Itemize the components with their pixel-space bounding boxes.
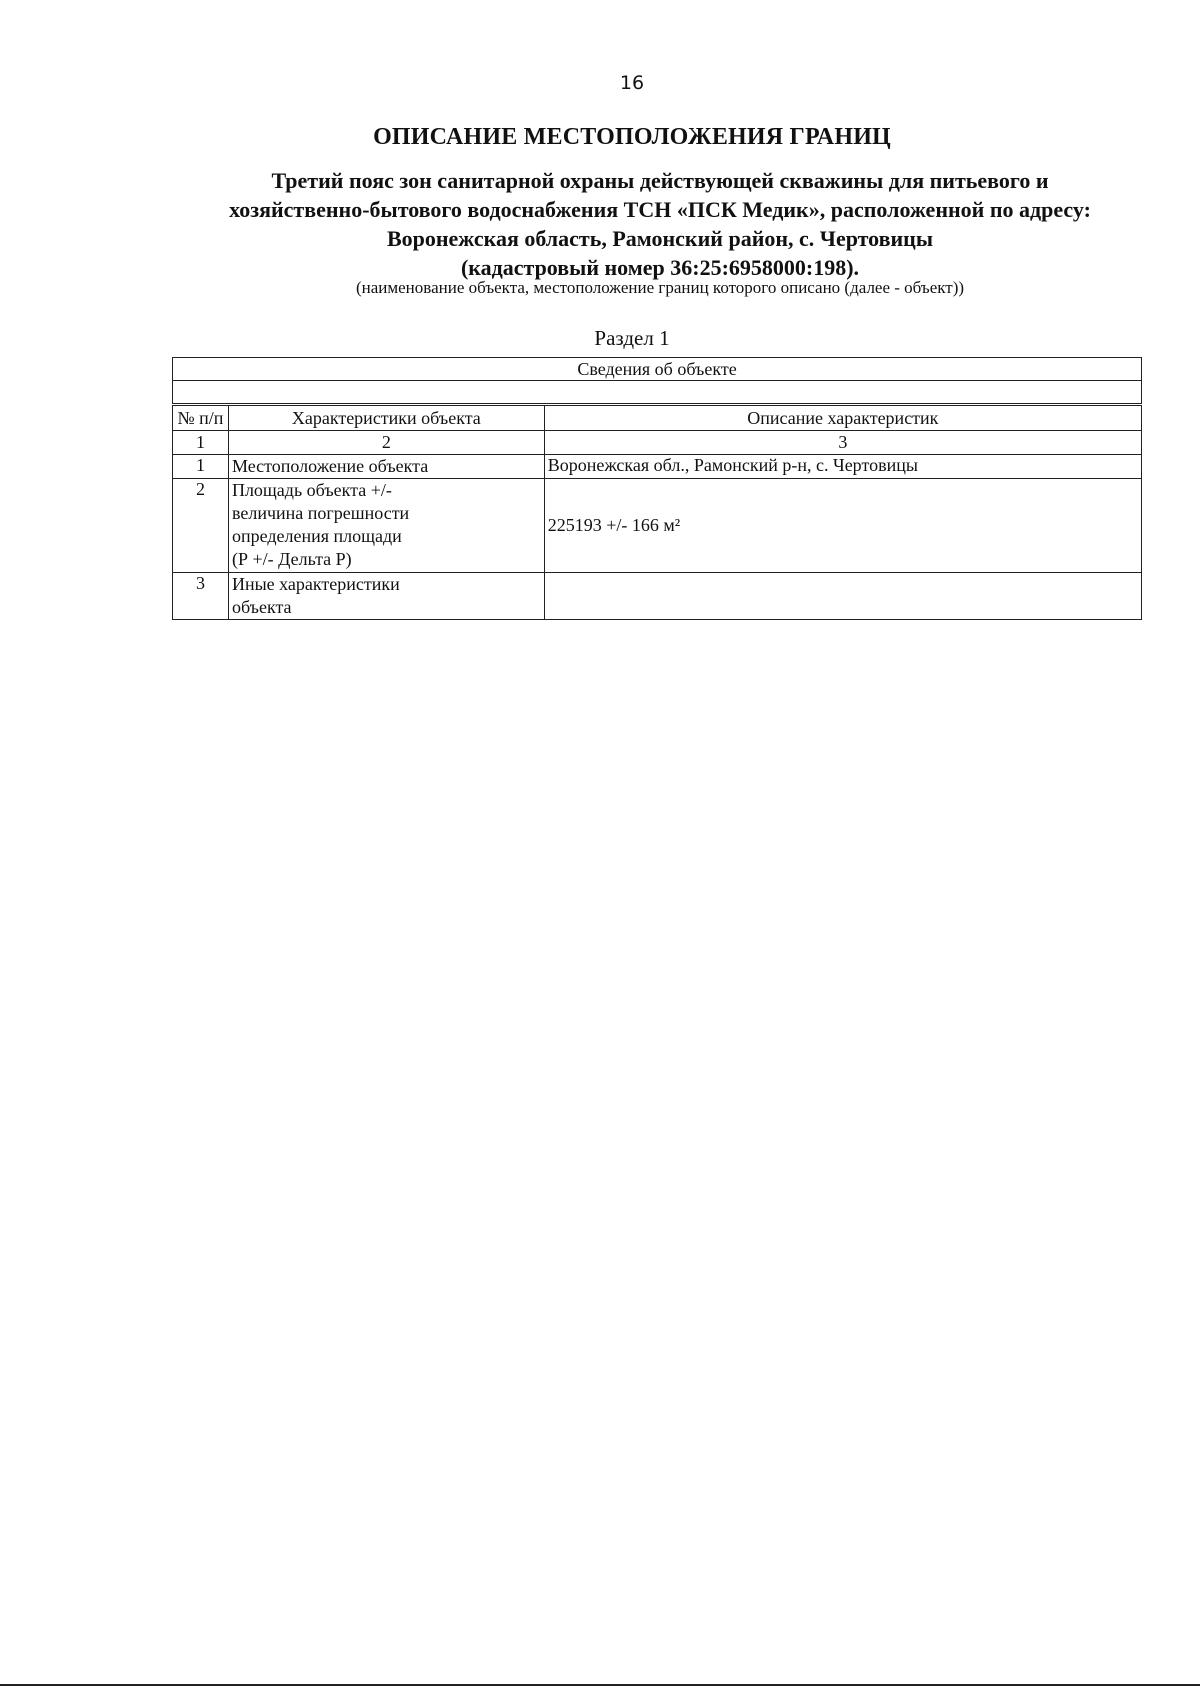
header-characteristics: Характеристики объекта [228, 405, 544, 431]
row-index: 3 [173, 573, 229, 620]
row-label [228, 573, 544, 620]
header-description: Описание характеристик [544, 405, 1141, 431]
page-number: 16 [619, 72, 645, 94]
section-label: Раздел 1 [594, 326, 670, 350]
row-label-line: величина погрешности [231, 503, 410, 523]
subtitle-line: Воронежская область, Рамонский район, с. Чертовицы [386, 226, 934, 251]
row-label-line: Иные характеристики [231, 574, 400, 594]
row-label [228, 455, 544, 479]
subtitle-line: (кадастровый номер 36:25:6958000:198). [460, 255, 860, 280]
table-blank-row [173, 381, 1142, 405]
table-blank-cell [173, 381, 1142, 405]
row-label-line: Местоположение объекта [231, 456, 429, 476]
table-header-row [173, 405, 1142, 431]
table-title-row [173, 358, 1142, 381]
column-number: 3 [544, 431, 1141, 455]
row-label [228, 479, 544, 573]
table-title: Сведения об объекте [173, 358, 1142, 381]
row-index: 1 [173, 455, 229, 479]
table-row [173, 479, 1142, 573]
row-value: Воронежская обл., Рамонский р-н, с. Чертовицы [544, 455, 1141, 479]
document-subtitle [150, 166, 1170, 282]
bottom-divider [0, 1684, 1200, 1686]
row-value [544, 573, 1141, 620]
table-row [173, 573, 1142, 620]
row-label-line: Площадь объекта +/- [231, 480, 392, 500]
object-caption: (наименование объекта, местоположение границ которого описано (далее - объект)) [355, 278, 965, 297]
header-number: № п/п [173, 405, 229, 431]
subtitle-line: Третий пояс зон санитарной охраны действующей скважины для питьевого и [271, 168, 1049, 193]
row-label-line: определения площади [231, 526, 402, 546]
row-value: 225193 +/- 166 м² [544, 479, 1141, 573]
row-index: 2 [173, 479, 229, 573]
row-label-line: объекта [231, 597, 292, 617]
subtitle-line: хозяйственно-бытового водоснабжения ТСН «ПСК Медик», расположенной по адресу: [229, 197, 1091, 222]
column-number: 2 [228, 431, 544, 455]
column-number: 1 [173, 431, 229, 455]
table-row [173, 455, 1142, 479]
object-info-table [172, 357, 1142, 620]
page-title: ОПИСАНИЕ МЕСТОПОЛОЖЕНИЯ ГРАНИЦ [373, 124, 891, 150]
row-label-line: (Р +/- Дельта Р) [231, 549, 352, 569]
column-number-row [173, 431, 1142, 455]
